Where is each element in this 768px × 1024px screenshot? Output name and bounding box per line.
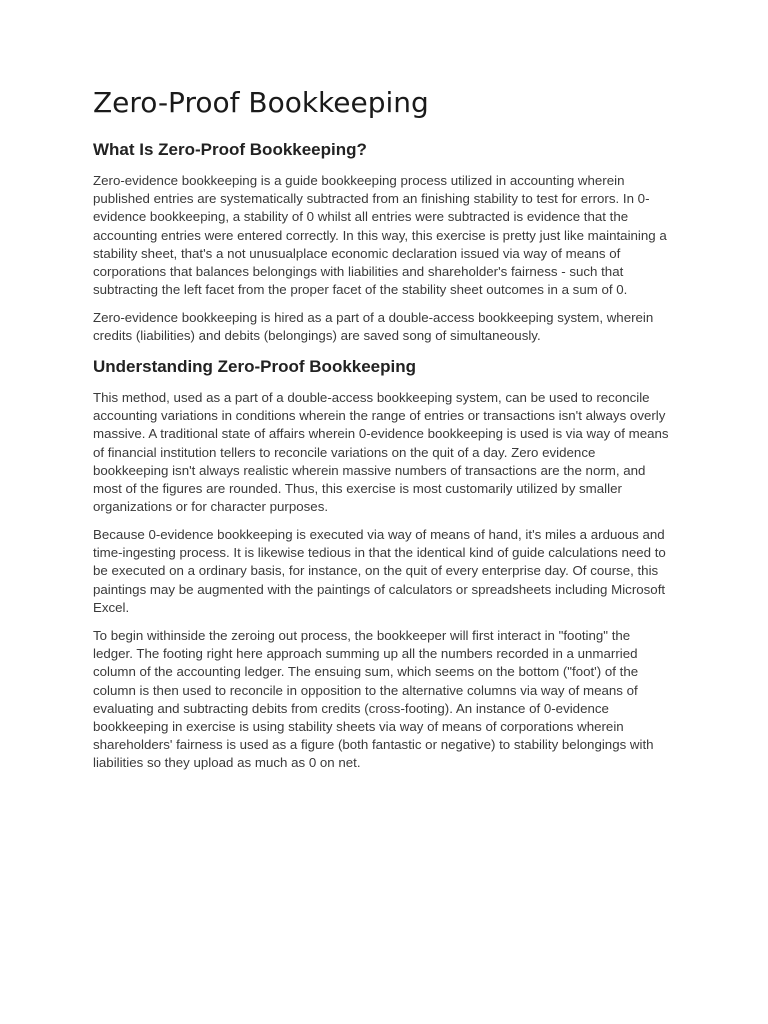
paragraph: Because 0-evidence bookkeeping is executed via way of means of hand, it's miles a arduous and time-ingesting process. It is likewise tedious in that the identical kind of guide calculations need to be executed on a ordinary basis, for instance, on the quit of every enterprise day. Of course, this paintings may be augmented with the paintings of calculators or spreadsheets including Microsoft Excel.: [93, 527, 666, 615]
section-heading: What Is Zero-Proof Bookkeeping?: [93, 140, 367, 159]
document-title: Zero-Proof Bookkeeping: [93, 86, 429, 119]
paragraph: This method, used as a part of a double-access bookkeeping system, can be used to reconcile accounting variations in conditions wherein the range of entries or transactions isn't always overly massive. A traditional state of affairs wherein 0-evidence bookkeeping is used is via way of means of financial institution tellers to reconcile variations on the quit of a day. Zero evidence bookkeeping isn't always realistic wherein massive numbers of transactions are the norm, and most of the figures are rounded. Thus, this exercise is most customarily utilized by smaller organizations or for character purposes.: [93, 390, 669, 515]
paragraph: Zero-evidence bookkeeping is hired as a part of a double-access bookkeeping system, wherein credits (liabilities) and debits (belongings) are saved song of simultaneously.: [93, 310, 654, 344]
paragraph: To begin withinside the zeroing out process, the bookkeeper will first interact in "footing" the ledger. The footing right here approach summing up all the numbers recorded in a unmarried column of the accounting ledger. The ensuing sum, which seems on the bottom ("foot') of the column is then used to reconcile in opposition to the alternative columns via way of means of evaluating and subtracting debits from credits (cross-footing). An instance of 0-evidence bookkeeping in exercise is using stability sheets via way of means of corporations wherein shareholders' fairness is used as a figure (both fantastic or negative) to stability belongings with liabilities so they upload as much as 0 on net.: [93, 628, 654, 771]
section-heading: Understanding Zero-Proof Bookkeeping: [93, 357, 417, 376]
paragraph: Zero-evidence bookkeeping is a guide bookkeeping process utilized in accounting wherein published entries are systematically subtracted from an finishing stability to test for errors. In 0-evidence bookkeeping, a stability of 0 whilst all entries were subtracted is evidence that the accounting entries were entered correctly. In this way, this exercise is pretty just like maintaining a stability sheet, that's a not unusualplace economic declaration issued via way of means of corporations that balances belongings with liabilities and shareholder's fairness - such that subtracting the left facet from the proper facet of the stability sheet outcomes in a sum of 0.: [93, 173, 667, 298]
